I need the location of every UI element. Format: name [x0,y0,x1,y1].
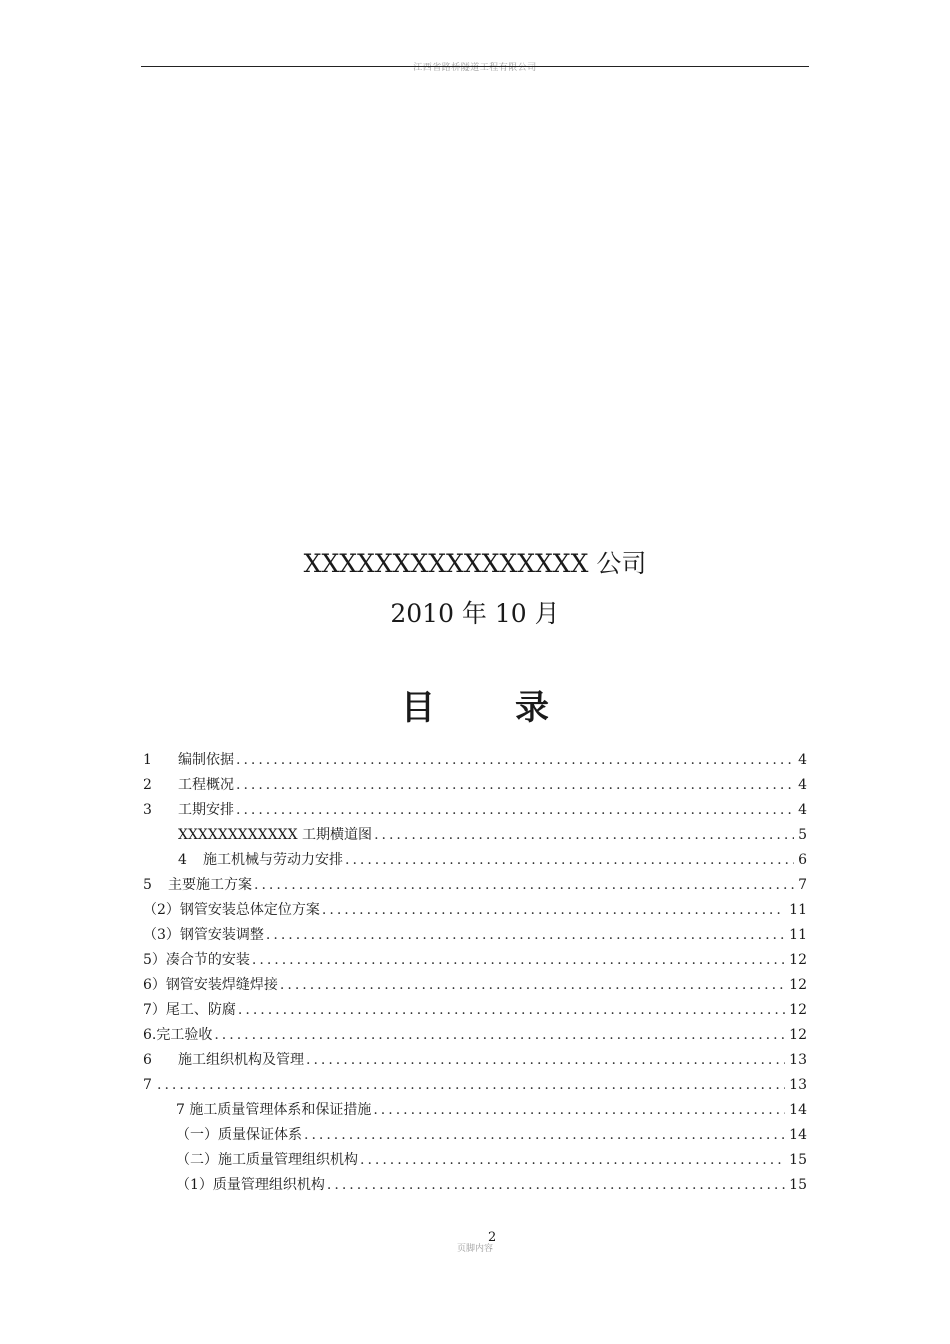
toc-entry-page: 6 [798,852,807,868]
toc-leader [236,775,794,795]
toc-entry-text: 工程概况 [178,777,234,793]
toc-entry-page: 7 [798,877,807,893]
toc-entry[interactable] [143,1000,807,1020]
toc-entry-text: 6.完工验收 [143,1027,213,1043]
toc-entry-text: 5）凑合节的安装 [143,952,250,968]
toc-leader [373,1100,785,1120]
toc-entry-text: 施工机械与劳动力安排 [203,852,343,868]
toc-leader [252,950,785,970]
toc-entry-number: 5 [143,877,152,893]
toc-entry-page: 15 [789,1177,807,1193]
toc-entry-text: 工期安排 [178,802,234,818]
toc-leader [345,850,794,870]
toc-entry-text: （2）钢管安装总体定位方案 [143,902,320,918]
toc-entry-text: （1）质量管理组织机构 [176,1177,325,1193]
toc-leader [360,1150,785,1170]
toc-leader [304,1125,785,1145]
toc-entry-page: 4 [798,752,807,768]
toc-entry-text: （3）钢管安装调整 [143,927,264,943]
page-number: 2 [488,1230,497,1245]
toc-entry[interactable] [143,775,807,795]
toc-leader [266,925,785,945]
toc-entry[interactable] [176,1100,807,1120]
footer-text: 页脚内容 [456,1244,493,1254]
page-header-text: 江西省路桥隧道工程有限公司 [413,63,537,73]
toc-entry-page: 15 [789,1152,807,1168]
toc-entry[interactable] [176,1150,807,1170]
toc-entry-number: 7 [143,1077,152,1093]
toc-entry[interactable] [143,975,807,995]
toc-leader [214,1025,785,1045]
toc-entry[interactable] [143,800,807,820]
toc-entry[interactable] [143,925,807,945]
toc-leader [374,825,794,845]
toc-title: 目录 [401,688,629,728]
toc-entry-page: 12 [789,952,807,968]
toc-entry-text: XXXXXXXXXXXX 工期横道图 [178,827,373,843]
toc-leader [280,975,785,995]
toc-entry[interactable] [178,850,807,870]
toc-leader [236,750,794,770]
toc-leader [254,875,794,895]
toc-entry-number: 1 [143,752,152,768]
toc-entry[interactable] [143,1050,807,1070]
toc-entry[interactable] [143,950,807,970]
toc-leader [322,900,785,920]
toc-entry-page: 4 [798,802,807,818]
toc-entry-number: 4 [178,852,187,868]
toc-entry-page: 13 [789,1052,807,1068]
toc-entry-text: 编制依据 [178,752,234,768]
toc-entry-page: 11 [789,927,807,943]
toc-entry[interactable] [143,875,807,895]
toc-entry-text: 6）钢管安装焊缝焊接 [143,977,278,993]
toc-leader [157,1075,785,1095]
toc-entry-text: 施工组织机构及管理 [178,1052,304,1068]
toc-entry-number: 2 [143,777,152,793]
toc-entry-text: （二）施工质量管理组织机构 [176,1152,358,1168]
toc-entry[interactable] [176,1175,807,1195]
header-rule [141,66,809,67]
toc-entry-text: 7）尾工、防腐 [143,1002,236,1018]
toc-entry-text: 7 施工质量管理体系和保证措施 [176,1102,372,1118]
toc-entry-number: 3 [143,802,152,818]
toc-entry[interactable] [143,1025,807,1045]
toc-leader [306,1050,785,1070]
toc-entry-page: 4 [798,777,807,793]
cover-company: XXXXXXXXXXXXXXXX 公司 [303,549,647,578]
toc-leader [236,800,794,820]
toc-entry[interactable] [176,1125,807,1145]
cover-date: 2010 年 10 月 [390,599,560,628]
toc-entry-page: 12 [789,977,807,993]
toc-leader [327,1175,785,1195]
toc-entry[interactable] [143,750,807,770]
toc-entry-page: 11 [789,902,807,918]
toc-entry-page: 13 [789,1077,807,1093]
toc-entry-page: 14 [789,1127,807,1143]
toc-entry-text: 主要施工方案 [168,877,252,893]
toc-leader [238,1000,785,1020]
toc-entry-page: 14 [789,1102,807,1118]
toc-entry-text: （一）质量保证体系 [176,1127,302,1143]
toc-entry[interactable] [143,1075,807,1095]
toc-entry[interactable] [143,900,807,920]
toc-entry-page: 5 [798,827,807,843]
toc-entry[interactable] [178,825,807,845]
toc-entry-number: 6 [143,1052,152,1068]
toc-entry-page: 12 [789,1027,807,1043]
toc-entry-page: 12 [789,1002,807,1018]
